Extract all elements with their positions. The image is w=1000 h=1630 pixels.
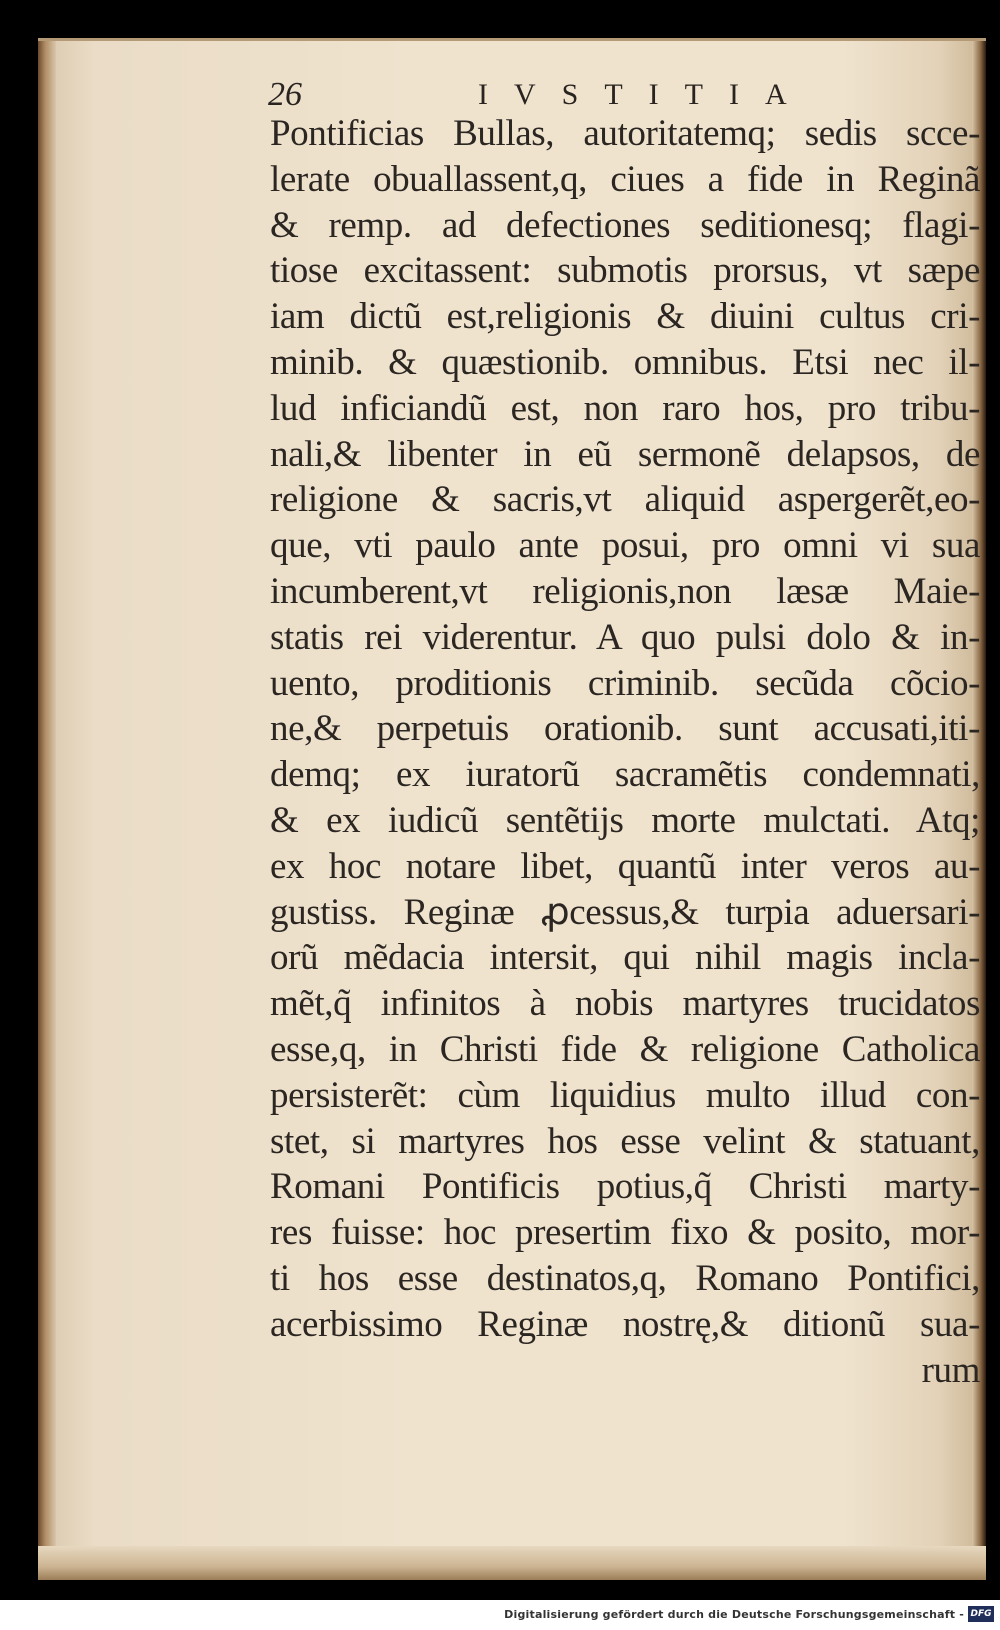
text-line: & remp. ad defectiones seditionesq; flagi-	[270, 204, 980, 246]
text-line: que, vti paulo ante posui, pro omni vi sua	[270, 525, 980, 567]
text-line: ne,& perpetuis orationib. sunt accusati,iti-	[270, 708, 980, 750]
text-line: incumberent,vt religionis,non læsæ Maie-	[270, 570, 980, 612]
text-line: Romani Pontificis potius,q̃ Christi marty-	[270, 1166, 980, 1208]
page-binding-edge	[38, 41, 56, 1580]
text-line: tiose excitassent: submotis prorsus, vt sæpe	[270, 250, 980, 292]
text-line: minib. & quæstionib. omnibus. Etsi nec il-	[270, 341, 980, 383]
text-line: esse,q, in Christi fide & religione Catholica	[270, 1028, 980, 1070]
text-line: gustiss. Reginæ ꝓcessus,& turpia aduersari-	[270, 891, 980, 933]
text-line: persisterẽt: cùm liquidius multo illud con-	[270, 1074, 980, 1116]
text-line: demq; ex iuratorũ sacramẽtis condemnati,	[270, 754, 980, 796]
text-line: Pontificias Bullas, autoritatemq; sedis scce-	[270, 113, 980, 154]
book-page	[38, 38, 986, 1580]
body-text	[270, 111, 980, 1393]
text-line: ti hos esse destinatos,q, Romano Pontifici,	[270, 1257, 980, 1299]
digitization-footer	[0, 1600, 1000, 1630]
text-line: statis rei viderentur. A quo pulsi dolo & in-	[270, 616, 980, 658]
text-line: iam dictũ est,religionis & diuini cultus cri-	[270, 296, 980, 338]
text-line: orũ mẽdacia intersit, qui nihil magis incla-	[270, 937, 980, 979]
text-line: uento, proditionis criminib. secũda cõcio-	[270, 662, 980, 704]
text-line: rum	[921, 1349, 980, 1391]
text-line: acerbissimo Reginæ nostrę,& ditionũ sua-	[270, 1303, 980, 1345]
text-line: lerate obuallassent,q, ciues a fide in Reginã	[270, 158, 980, 200]
text-line: res fuisse: hoc presertim fixo & posito, mor-	[270, 1212, 980, 1254]
running-head: IVSTITIA	[478, 78, 813, 111]
text-line: & ex iudicũ sentẽtijs morte mulctati. Atq;	[270, 799, 980, 841]
text-line: mẽt,q̃ infinitos à nobis martyres trucidatos	[270, 983, 980, 1025]
text-line: religione & sacris,vt aliquid aspergerẽt,eo-	[270, 479, 980, 521]
dfg-logo: DFG	[968, 1606, 994, 1622]
text-line: lud inficiandũ est, non raro hos, pro tribu-	[270, 387, 980, 429]
page-bottom-edge	[38, 1546, 986, 1580]
text-line: stet, si martyres hos esse velint & statuant,	[270, 1120, 980, 1162]
page-number: 26	[268, 76, 302, 113]
text-line: nali,& libenter in eũ sermonẽ delapsos, de	[270, 433, 980, 475]
funding-credit: Digitalisierung gefördert durch die Deutsche Forschungsgemeinschaft -	[504, 1608, 964, 1621]
text-line: ex hoc notare libet, quantũ inter veros au-	[270, 845, 980, 887]
